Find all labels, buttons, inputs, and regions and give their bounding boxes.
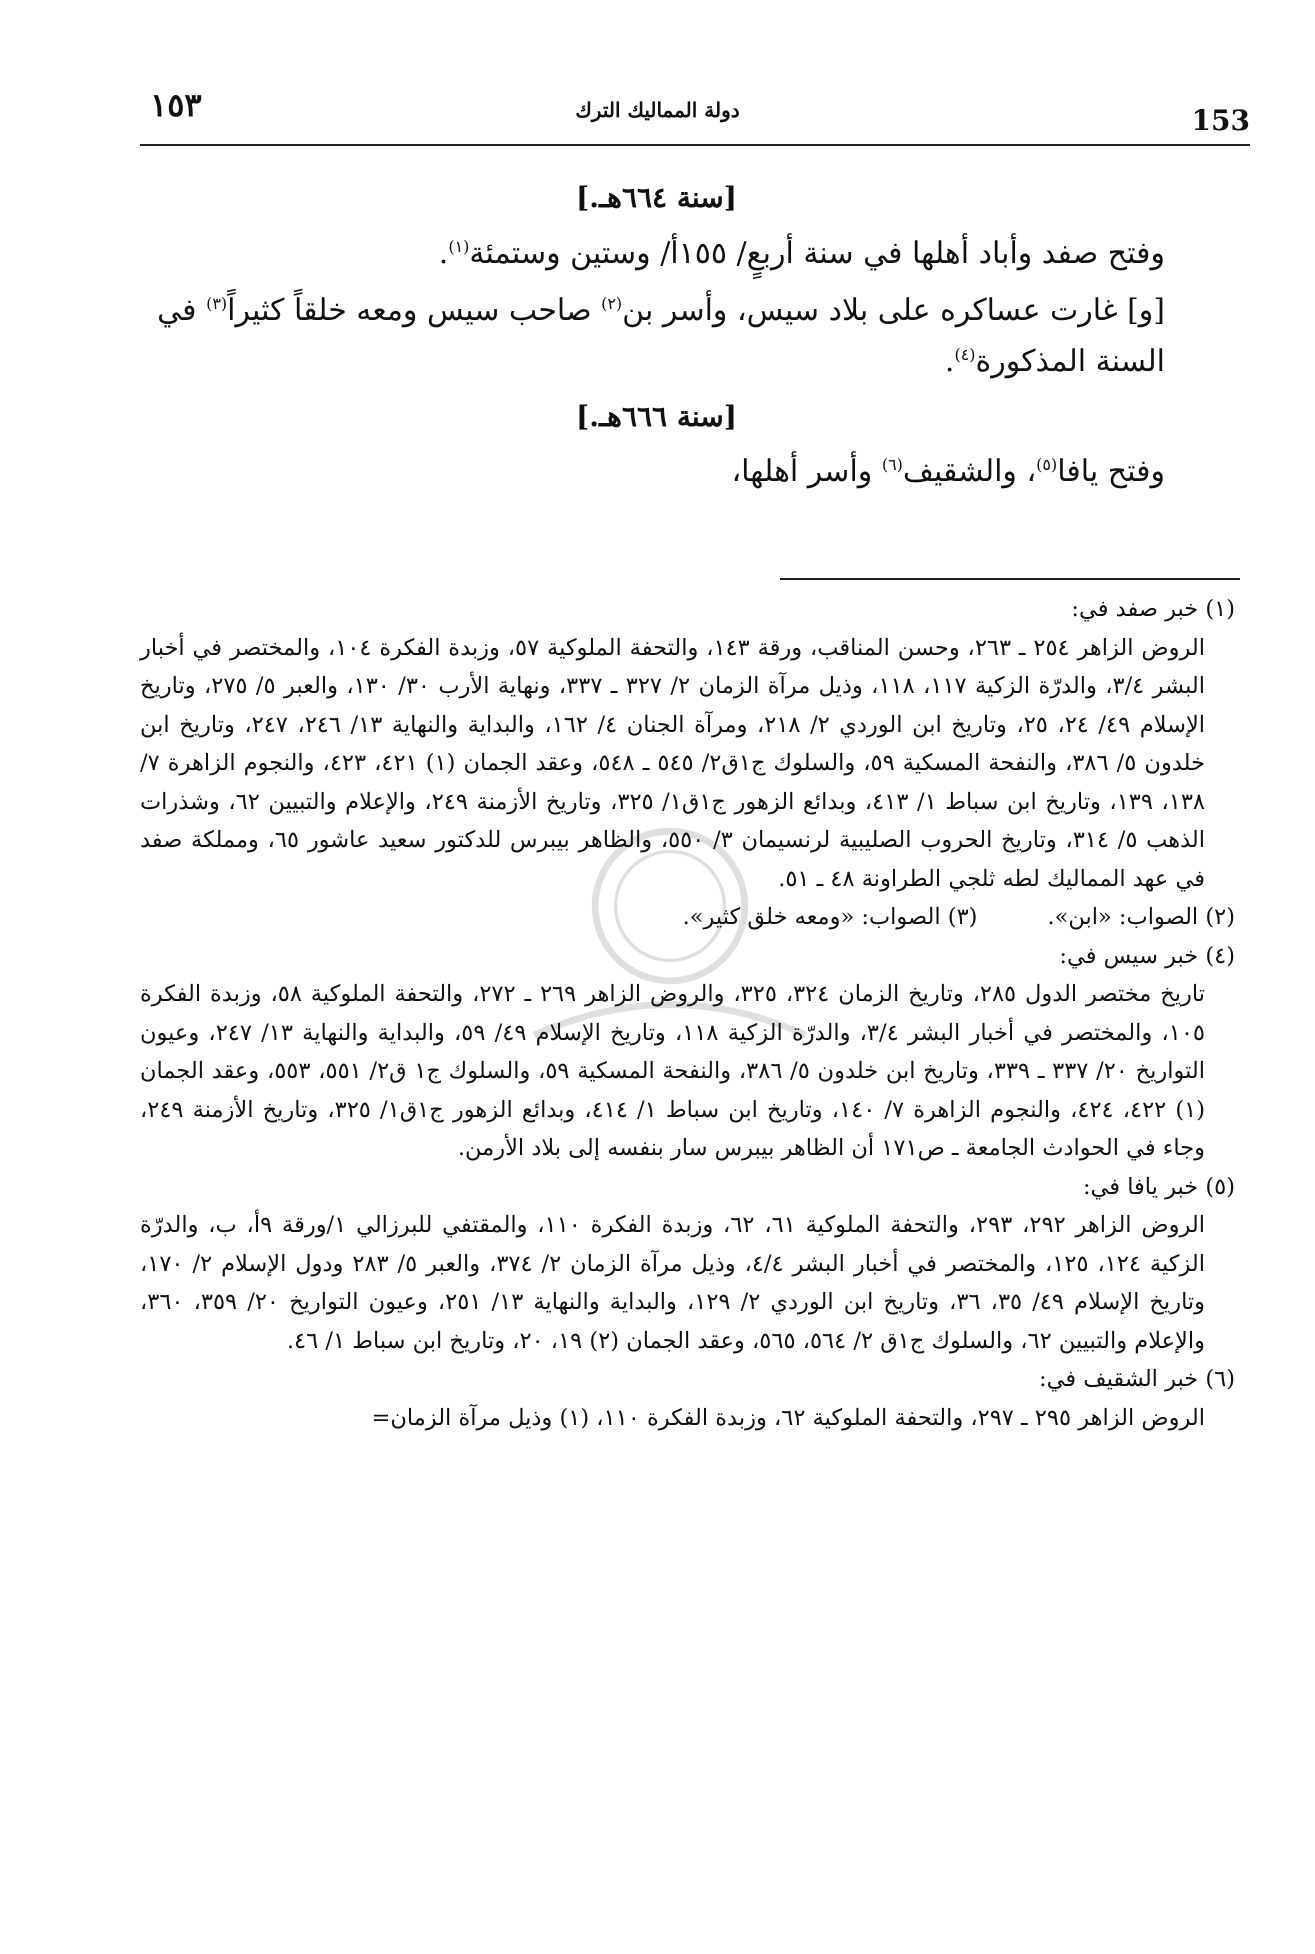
main-text: [148, 168, 1165, 497]
footnote-separator: [780, 578, 1240, 580]
paragraph-sis: [148, 285, 1165, 387]
footnote-body: الروض الزاهر ٢٥٤ ـ ٢٦٣، وحسن المناقب، ورقة ١٤٣، والتحفة الملوكية ٥٧، وزبدة الفكرة ١٠٤، والمختصر في أخبار البشر ٣/٤، والدرّة الزكية ١١٧، ١١٨، وذيل مرآة الزمان ٢/ ٣٢٧ ـ ٣٣٧، ونهاية الأرب ٣٠/ ١٣٠، والعبر ٥/ ٢٧٥، وتاريخ الإسلام ٤٩/ ٢٤، ٢٥، وتاريخ ابن الوردي ٢/ ٢١٨، ومرآة الجنان ٤/ ١٦٢، والبداية والنهاية ١٣/ ٢٤٦، ٢٤٧، وتاريخ ابن خلدون ٥/ ٣٨٦، والنفحة المسكية ٥٩، والسلوك ج١ق٢/ ٥٤٥ ـ ٥٤٨، وعقد الجمان (١) ٤٢١، ٤٢٣، والنجوم الزاهرة ٧/ ١٣٨، ١٣٩، وتاريخ ابن سباط ١/ ٤١٣، وبدائع الزهور ج١ق١/ ٣٢٥، وتاريخ الأزمنة ٢٤٩، والإعلام والتبيين ٦٢، وشذرات الذهب ٥/ ٣١٤، وتاريخ الحروب الصليبية لرنسيمان ٣/ ٥٥٠، والظاهر بيبرس للدكتور سعيد عاشور ٦٥، ومملكة صفد في عهد المماليك لطه ثلجي الطراونة ٤٨ ـ ٥١.: [140, 634, 1206, 892]
paragraph-text: في السنة المذكورة: [157, 292, 1165, 379]
footnotes-2-3: [140, 898, 1235, 937]
footnote-3: (٣) الصواب: «ومعه خلق كثير».: [682, 904, 978, 930]
footnote-ref-1: (١): [448, 236, 470, 256]
paragraph-safad: [148, 228, 1165, 279]
running-header-title: دولة المماليك الترك: [575, 98, 740, 122]
footnote-label: (٤) خبر سيس في:: [1059, 942, 1235, 969]
paragraph-text: وأسر أهلها،: [731, 454, 882, 490]
paragraph-text: ، والشقيف: [902, 454, 1037, 490]
year-heading-664: [سنة ٦٦٤هـ.]: [575, 181, 737, 214]
footnote-label: (١) خبر صفد في:: [1071, 596, 1235, 622]
paragraph-text: .: [438, 235, 449, 271]
paragraph-text: وفتح صفد وأباد أهلها في سنة أربعٍ/ ١٥٥أ/ وستين وستمئة: [469, 235, 1165, 271]
year-heading-666: [سنة ٦٦٦هـ.]: [575, 399, 737, 433]
footnote-label: (٥) خبر يافا في:: [1082, 1173, 1235, 1200]
footnote-ref-3: (٣): [206, 293, 228, 313]
footnote-ref-2: (٢): [601, 293, 623, 313]
footnote-2: (٢) الصواب: «ابن».: [1047, 904, 1235, 930]
page-number: 153: [1191, 104, 1250, 137]
footnote-body: الروض الزاهر ٢٩٥ ـ ٢٩٧، والتحفة الملوكية ٦٢، وزبدة الفكرة ١١٠، (١) وذيل مرآة الزمان=: [371, 1404, 1205, 1431]
paragraph-text: .: [944, 343, 955, 379]
footnote-4: [140, 937, 1235, 1168]
paragraph-jaffa: [148, 446, 1165, 497]
footnote-ref-6: (٦): [881, 455, 903, 475]
footnote-ref-4: (٤): [954, 344, 976, 364]
footnotes: [140, 590, 1235, 1437]
footnote-body: الروض الزاهر ٢٩٢، ٢٩٣، والتحفة الملوكية ٦١، ٦٢، وزبدة الفكرة ١١٠، والمقتفي للبرزالي ١/ورقة ٩أ، ب، والدرّة الزكية ١٢٤، ١٢٥، والمختصر في أخبار البشر ٤/٤، وذيل مرآة الزمان ٢/ ٣٧٤، والعبر ٥/ ٢٨٣ ودول الإسلام ٢/ ١٧٠، وتاريخ الإسلام ٤٩/ ٣٥، ٣٦، وتاريخ ابن الوردي ٢/ ١٢٩، والبداية والنهاية ١٣/ ٢٥١، وعيون التواريخ ٢٠/ ٣٥٩، ٣٦٠، والإعلام والتبيين ٦٢، والسلوك ج١ق ٢/ ٥٦٤، ٥٦٥، وعقد الجمان (٢) ١٩، ٢٠، وتاريخ ابن سباط ١/ ٤٦.: [140, 1212, 1206, 1354]
page-number-arabic: ١٥٣: [150, 86, 202, 124]
paragraph-text: وفتح يافا: [1057, 454, 1165, 490]
footnote-5: [140, 1168, 1235, 1361]
paragraph-text: صاحب سيس ومعه خلقاً كثيراً: [227, 292, 602, 328]
footnote-6: [140, 1360, 1235, 1437]
footnote-1: [140, 590, 1235, 898]
header-rule: [140, 144, 1250, 146]
footnote-label: (٦) خبر الشقيف في:: [1039, 1366, 1235, 1392]
paragraph-text: [و] غارت عساكره على بلاد سيس، وأسر بن: [622, 292, 1165, 328]
footnote-ref-5: (٥): [1036, 455, 1058, 475]
footnote-body: تاريخ مختصر الدول ٢٨٥، وتاريخ الزمان ٣٢٤، ٣٢٥، والروض الزاهر ٢٦٩ ـ ٢٧٢، والتحفة الملوكية ٥٨، وزبدة الفكرة ١٠٥، والمختصر في أخبار البشر ٣/٤، والدرّة الزكية ١١٨، وتاريخ الإسلام ٤٩/ ٥٩، والبداية والنهاية ١٣/ ٢٤٧، وعيون التواريخ ٢٠/ ٣٣٧ ـ ٣٣٩، وتاريخ ابن خلدون ٥/ ٣٨٦، والنفحة المسكية ٥٩، والسلوك ج١ ق٢/ ٥٥١، ٥٥٣، وعقد الجمان (١) ٤٢٢، ٤٢٤، والنجوم الزاهرة ٧/ ١٤٠، وتاريخ ابن سباط ١/ ٤١٤، وبدائع الزهور ج١ق١/ ٣٢٥، وتاريخ الأزمنة ٢٤٩، وجاء في الحوادث الجامعة ـ ص١٧١ أن الظاهر بيبرس سار بنفسه إلى بلاد الأرمن.: [140, 981, 1206, 1161]
